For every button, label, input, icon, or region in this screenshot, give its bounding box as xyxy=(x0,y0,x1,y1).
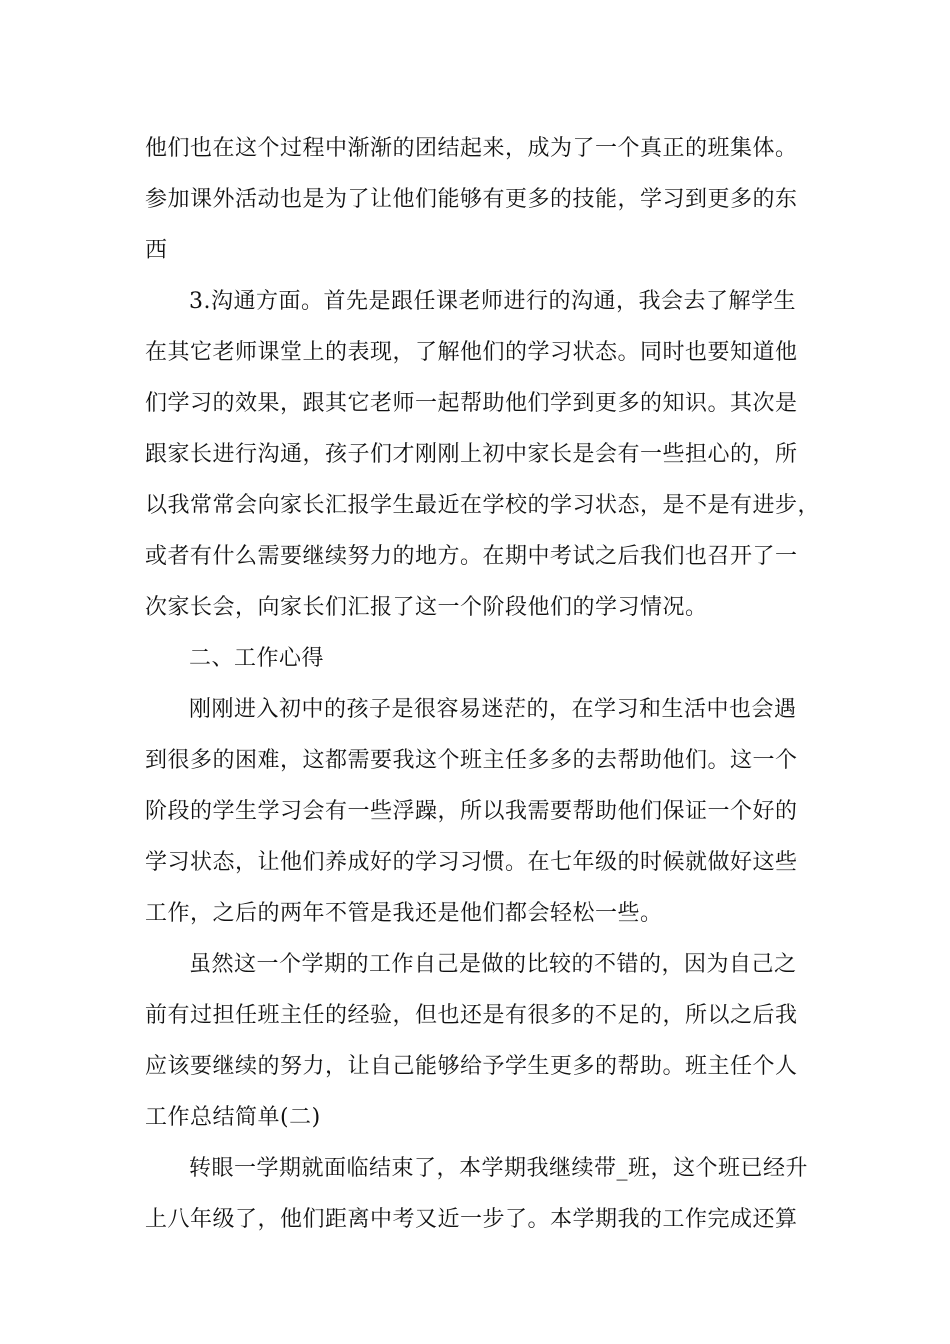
text-line: 参加课外活动也是为了让他们能够有更多的技能，学习到更多的东 xyxy=(145,187,798,212)
text-line: 转眼一学期就面临结束了，本学期我继续带_班，这个班已经升 xyxy=(189,1156,809,1181)
text-line: 应该要继续的努力，让自己能够给予学生更多的帮助。班主任个人 xyxy=(145,1054,798,1079)
text-line: 次家长会，向家长们汇报了这一个阶段他们的学习情况。 xyxy=(145,595,708,620)
text-line: 到很多的困难，这都需要我这个班主任多多的去帮助他们。这一个 xyxy=(145,748,798,773)
section-heading: 二、工作心得 xyxy=(189,646,325,671)
text-line: 学习状态，让他们养成好的学习习惯。在七年级的时候就做好这些 xyxy=(145,850,798,875)
text-line: 刚刚进入初中的孩子是很容易迷茫的，在学习和生活中也会遇 xyxy=(189,697,797,722)
text-line: 上八年级了，他们距离中考又近一步了。本学期我的工作完成还算 xyxy=(145,1207,798,1232)
text-line: 前有过担任班主任的经验，但也还是有很多的不足的，所以之后我 xyxy=(145,1003,798,1028)
text-line: 以我常常会向家长汇报学生最近在学校的学习状态，是不是有进步， xyxy=(145,493,821,518)
text-line: 工作总结简单(二) xyxy=(145,1105,321,1130)
text-line: 或者有什么需要继续努力的地方。在期中考试之后我们也召开了一 xyxy=(145,544,798,569)
text-line: 3.沟通方面。首先是跟任课老师进行的沟通，我会去了解学生 xyxy=(189,289,796,314)
text-line: 西 xyxy=(145,238,168,263)
text-line: 工作，之后的两年不管是我还是他们都会轻松一些。 xyxy=(145,901,663,926)
text-line: 虽然这一个学期的工作自己是做的比较的不错的，因为自己之 xyxy=(189,952,797,977)
text-line: 他们也在这个过程中渐渐的团结起来，成为了一个真正的班集体。 xyxy=(145,136,798,161)
text-line: 阶段的学生学习会有一些浮躁，所以我需要帮助他们保证一个好的 xyxy=(145,799,798,824)
text-line: 在其它老师课堂上的表现，了解他们的学习状态。同时也要知道他 xyxy=(145,340,798,365)
text-line: 跟家长进行沟通，孩子们才刚刚上初中家长是会有一些担心的，所 xyxy=(145,442,798,467)
text-line: 们学习的效果，跟其它老师一起帮助他们学到更多的知识。其次是 xyxy=(145,391,798,416)
